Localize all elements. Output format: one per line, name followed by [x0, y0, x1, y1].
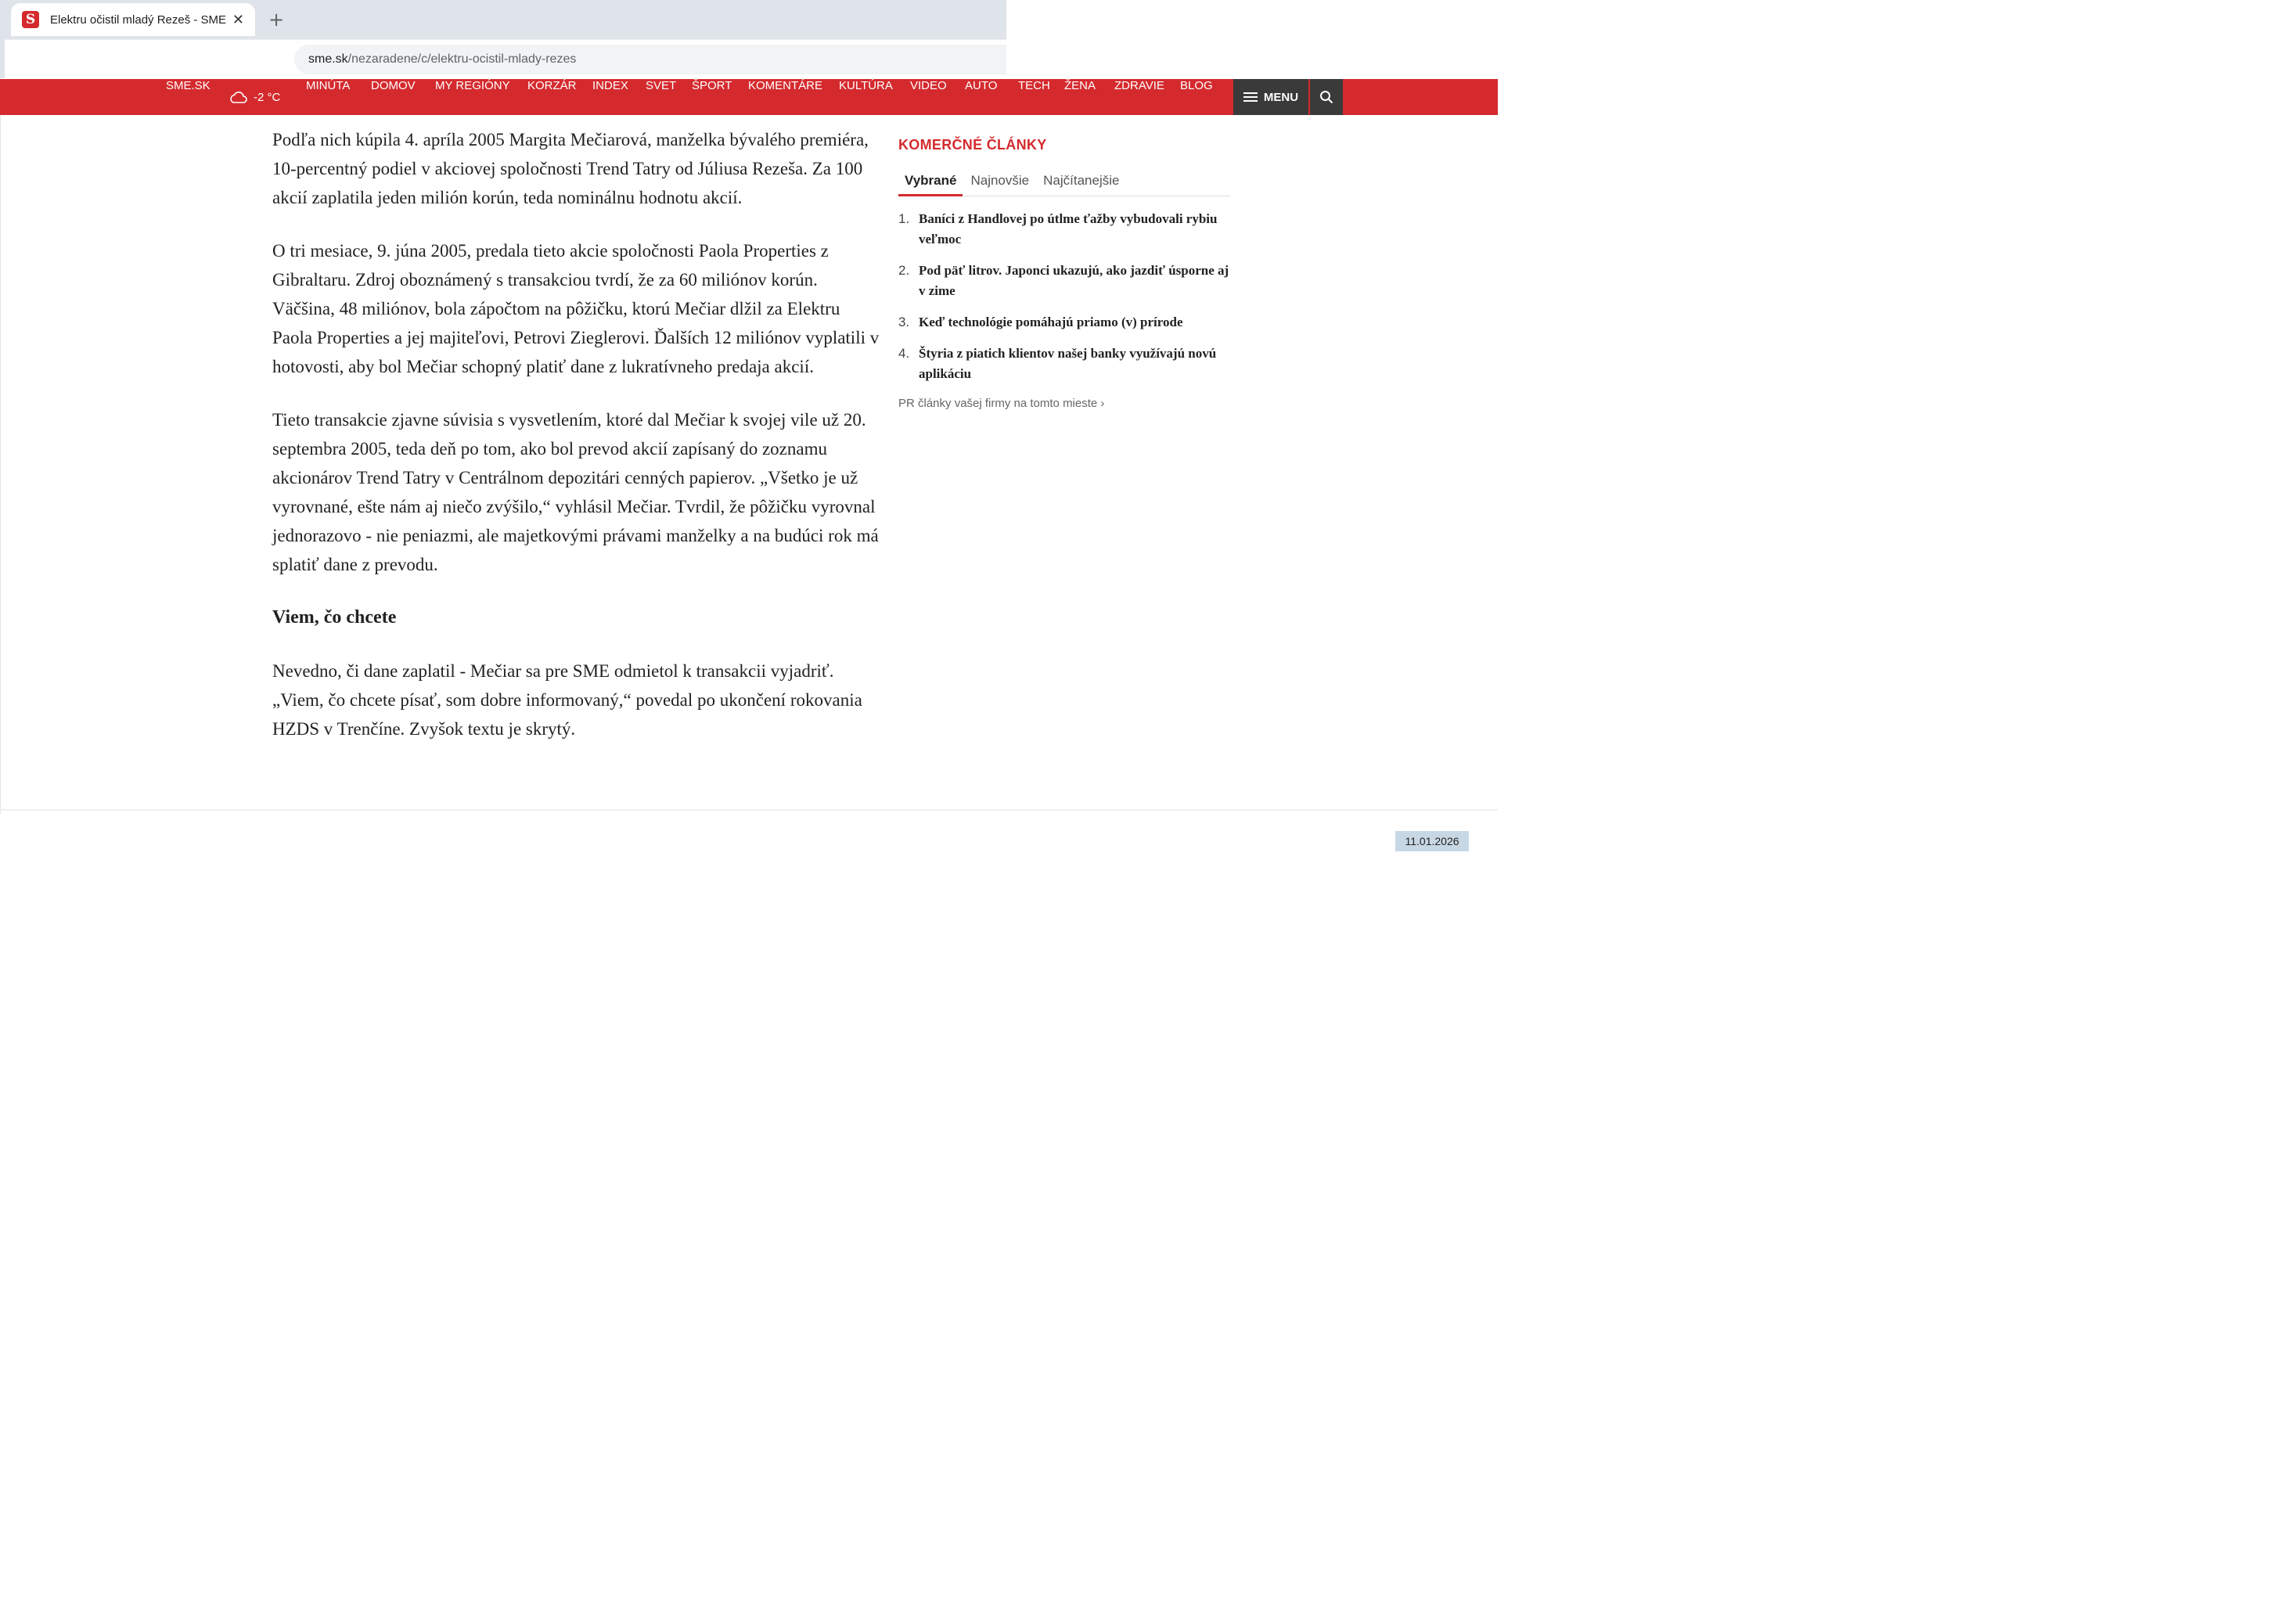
nav-kultura[interactable]: KULTÚRA — [839, 79, 893, 92]
article-body — [272, 125, 883, 768]
article-paragraph: O tri mesiace, 9. júna 2005, predala tieto akcie spoločnosti Paola Properties z Gibraltaru. Zdroj oboznámený s transakciou tvrdí, že za 60 miliónov korún. Väčšina, 48 miliónov, bola zápočtom na pôžičku, ktorú Mečiar dlžil za Elektru Paola Properties a jej majiteľovi, Petrovi Zieglerovi. Ďalších 12 miliónov vyplatili v hotovosti, aby bol Mečiar schopný platiť dane z lukratívneho predaja akcií. — [272, 241, 880, 376]
weather-temperature: -2 °C — [254, 90, 281, 104]
nav-sme-home[interactable]: SME.SK — [166, 79, 211, 92]
browser-tab[interactable] — [11, 3, 255, 36]
browser-chrome — [0, 0, 1006, 78]
hamburger-icon — [1243, 92, 1258, 103]
url-host: sme.sk — [308, 52, 348, 66]
tab-najnovsie[interactable]: Najnovšie — [970, 173, 1030, 188]
tab-title: Elektru očistil mladý Rezeš - SME — [50, 13, 227, 27]
article-paragraph: Podľa nich kúpila 4. apríla 2005 Margita Mečiarová, manželka bývalého premiéra, 10-percentný podiel v akciovej spoločnosti Trend Tatry od Júliusa Rezeša. Za 100 akcií zaplatila jeden milión korún, teda nominálnu hodnotu akcií. — [272, 130, 869, 207]
sme-favicon-icon: S — [22, 11, 39, 28]
item-link[interactable]: Pod päť litrov. Japonci ukazujú, ako jazdiť úsporne aj v zime — [919, 263, 1229, 298]
nav-zdravie[interactable]: ZDRAVIE — [1114, 79, 1164, 92]
item-number: 2. — [898, 263, 910, 278]
nav-video[interactable]: VIDEO — [910, 79, 947, 92]
item-link[interactable]: Baníci z Handlovej po útlme ťažby vybudovali rybiu veľmoc — [919, 211, 1218, 246]
nav-tech[interactable]: TECH — [1018, 79, 1050, 92]
page-content — [0, 115, 1498, 814]
nav-blog[interactable]: BLOG — [1180, 79, 1213, 92]
close-tab-icon[interactable]: ✕ — [232, 11, 244, 28]
new-tab-button[interactable]: + — [268, 9, 285, 31]
search-icon — [1319, 90, 1333, 104]
list-item[interactable] — [898, 312, 1230, 333]
item-number: 4. — [898, 346, 910, 361]
article-paragraph: Nevedno, či dane zaplatil - Mečiar sa pre SME odmietol k transakcii vyjadriť. „Viem, čo chcete písať, som dobre informovaný,“ povedal po ukončení rokovania HZDS v Trenčíne. Zvyšok textu je skrytý. — [272, 661, 862, 739]
widget-title: KOMERČNÉ ČLÁNKY — [898, 137, 1047, 153]
tab-najcitanejsie[interactable]: Najčítanejšie — [1043, 173, 1120, 188]
nav-sport[interactable]: ŠPORT — [692, 79, 732, 92]
item-number: 3. — [898, 315, 910, 329]
nav-domov[interactable]: DOMOV — [371, 79, 416, 92]
site-navigation — [0, 79, 1498, 115]
article-paragraph: Tieto transakcie zjavne súvisia s vysvetlením, ktoré dal Mečiar k svojej vile už 20. septembra 2005, teda deň po tom, ako bol prevod akcií zapísaný do zoznamu akcionárov Trend Tatry v Centrálnom depozitári cenných papierov. „Všetko je už vyrovnané, ešte nám aj niečo zvýšilo,“ vyhlásil Mečiar. Tvrdil, že pôžičku vyrovnal jednorazovo - nie peniazmi, ale majetkovými právami manželky a na budúci rok má splatiť dane z prevodu. — [272, 410, 879, 574]
cloud-icon — [229, 90, 247, 104]
nav-svet[interactable]: SVET — [646, 79, 677, 92]
item-link[interactable]: Štyria z piatich klientov našej banky využívajú novú aplikáciu — [919, 346, 1217, 381]
url-path: /nezaradene/c/elektru-ocistil-mlady-rezes — [347, 52, 577, 66]
search-button[interactable] — [1310, 79, 1343, 115]
weather-widget[interactable] — [229, 79, 280, 115]
nav-zena[interactable]: ŽENA — [1064, 79, 1096, 92]
item-number: 1. — [898, 211, 910, 226]
address-bar — [5, 39, 1006, 78]
nav-minuta[interactable]: MINÚTA — [306, 79, 351, 92]
menu-label: MENU — [1263, 90, 1299, 104]
content-bottom-edge — [0, 809, 1498, 811]
date-badge: 11.01.2026 — [1395, 831, 1469, 851]
pr-articles-link[interactable]: PR články vašej firmy na tomto mieste › — [898, 397, 1105, 410]
commercial-articles-list — [898, 209, 1230, 384]
url-field[interactable] — [294, 45, 1006, 74]
tab-vybrane[interactable]: Vybrané — [898, 170, 963, 196]
list-item[interactable] — [898, 261, 1230, 301]
tab-strip — [5, 0, 1006, 39]
list-item[interactable] — [898, 344, 1230, 384]
menu-button[interactable] — [1233, 79, 1308, 115]
article-subheading: Viem, čo chcete — [272, 607, 397, 628]
nav-korzar[interactable]: KORZÁR — [527, 79, 577, 92]
nav-komentare[interactable]: KOMENTÁRE — [748, 79, 823, 92]
widget-tabs — [898, 170, 1230, 196]
nav-index[interactable]: INDEX — [592, 79, 628, 92]
commercial-articles-widget — [898, 137, 1230, 410]
item-link[interactable]: Keď technológie pomáhajú priamo (v) prírode — [919, 315, 1183, 329]
nav-my-regiony[interactable]: MY REGIÓNY — [435, 79, 510, 92]
nav-auto[interactable]: AUTO — [965, 79, 998, 92]
list-item[interactable] — [898, 209, 1230, 250]
